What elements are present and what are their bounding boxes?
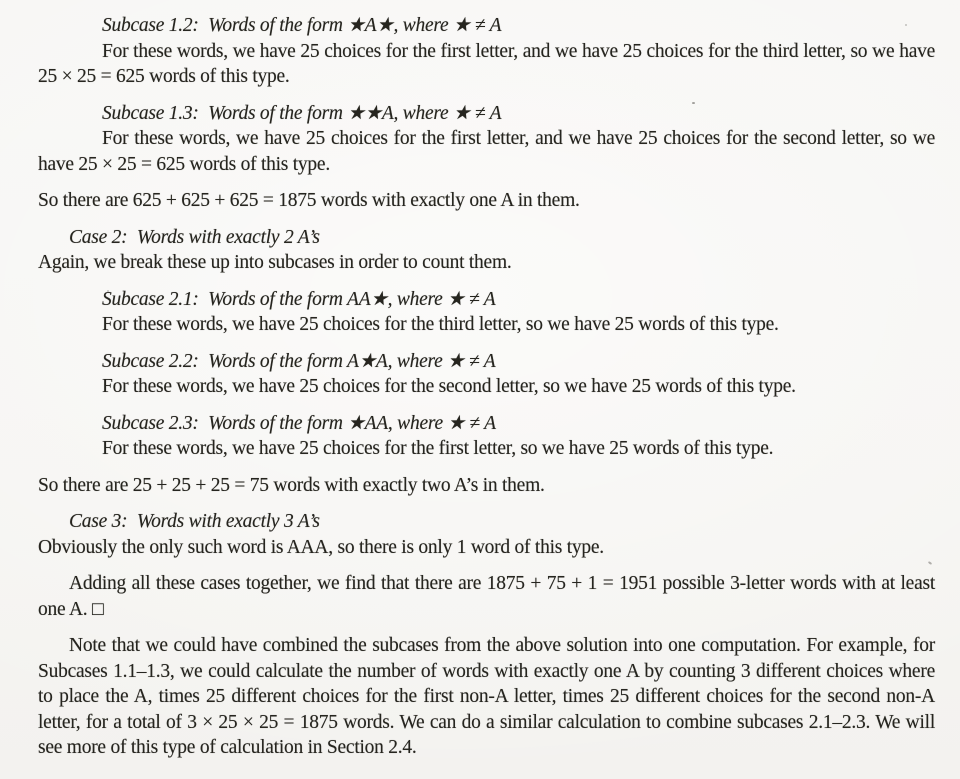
conclusion-paragraph — [38, 571, 935, 622]
subcase-2-3 — [38, 411, 935, 462]
subcase-1-2-body: For these words, we have 25 choices for the first letter, and we have 25 choices for the third letter, so we have 25 × 25 = 625 words of this type. — [38, 40, 935, 87]
subcase-2-1-body: For these words, we have 25 choices for the third letter, so we have 25 words of this type. — [102, 314, 779, 335]
case-2-total — [38, 473, 935, 499]
subcase-2-3-body: For these words, we have 25 choices for the first letter, so we have 25 words of this type. — [102, 438, 774, 459]
subcase-2-2-body: For these words, we have 25 choices for the second letter, so we have 25 words of this type. — [102, 376, 796, 397]
scan-speck — [107, 290, 109, 292]
conclusion-text: Adding all these cases together, we find that there are 1875 + 75 + 1 = 1951 possible 3-letter words with at least one A. □ — [38, 573, 935, 620]
scan-speck — [928, 561, 932, 565]
case-3-heading: Case 3: Words with exactly 3 A’s — [69, 511, 320, 532]
case-2 — [38, 225, 935, 276]
case-1-total — [38, 188, 935, 214]
scan-speck — [905, 24, 907, 26]
subcase-1-3-heading: Subcase 1.3: Words of the form ★★A, where ★ ≠ A — [102, 102, 502, 124]
case-3-body: Obviously the only such word is AAA, so there is only 1 word of this type. — [38, 536, 604, 558]
case-1-total-line: So there are 625 + 625 + 625 = 1875 words with exactly one A in them. — [38, 190, 580, 211]
note-text: Note that we could have combined the subcases from the above solution into one computation. For example, for Subcases 1.1–1.3, we could calculate the number of words with exactly one A by counting 3 different choices where to place the A, times 25 different choices for the first non-A letter, times 25 different choices for the second non-A letter, for a total of 3 × 25 × 25 = 1875 words. We can do a similar calculation to combine subcases 2.1–2.3. We will see more of this type of calculation in Section 2.4. — [38, 635, 935, 758]
case-2-intro: Again, we break these up into subcases in order to count them. — [38, 252, 512, 273]
subcase-1-2-heading: Subcase 1.2: Words of the form ★A★, where ★ ≠ A — [102, 15, 502, 36]
subcase-2-2-heading: Subcase 2.2: Words of the form A★A, where ★ ≠ A — [102, 350, 496, 372]
subcase-2-1-heading: Subcase 2.1: Words of the form AA★, where ★ ≠ A — [102, 288, 496, 310]
subcase-2-2 — [38, 349, 935, 400]
subcase-1-2 — [38, 13, 935, 90]
subcase-2-1 — [38, 287, 935, 338]
note-paragraph — [38, 633, 935, 761]
scan-speck — [692, 102, 695, 104]
case-2-heading: Case 2: Words with exactly 2 A’s — [69, 226, 320, 248]
subcase-1-3 — [38, 101, 935, 178]
case-3 — [38, 509, 935, 560]
subcase-1-3-body: For these words, we have 25 choices for the first letter, and we have 25 choices for the second letter, so we have 25 × 25 = 625 words of this type. — [38, 128, 935, 175]
subcase-2-3-heading: Subcase 2.3: Words of the form ★AA, where ★ ≠ A — [102, 412, 496, 434]
case-2-total-line: So there are 25 + 25 + 25 = 75 words with exactly two A’s in them. — [38, 474, 545, 496]
